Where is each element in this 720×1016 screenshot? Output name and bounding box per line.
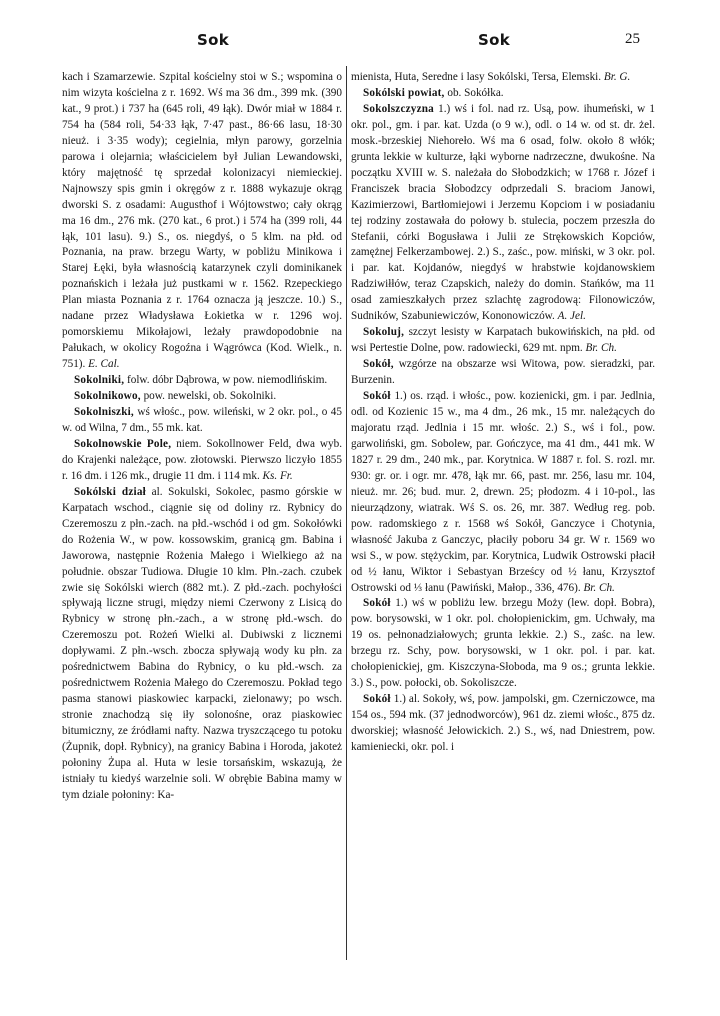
entry-author-signature: Br. Ch. [585,342,617,355]
dictionary-entry [351,596,655,692]
entry-headword: Sokoluj, [363,326,405,339]
running-header-left: Sok [197,31,229,49]
entry-headword: Sokolszczyzna [363,102,434,115]
entry-headword: Sokół, [363,358,394,371]
dictionary-entry [62,389,342,405]
entry-headword: Sokolniki, [74,374,125,387]
entry-headword: Sokolnowskie Pole, [74,437,172,450]
dictionary-entry [351,357,655,389]
dictionary-entry [351,102,655,325]
entry-headword: Sokół [363,390,391,403]
entry-text: al. Sokulski, Sokolec, pasmo górskie w Karpatach wschod., ciągnie się od doliny rz. Rybnicy do Czeremoszu z płn.-zach. na płd.-wschód i od gm. Sokołówki do Rożenia W., w pow. kossowskim, granicą gm. Babina i Jaworowa, następnie Rożenia Małego i Wielkiego aż na południe. obszar Tudiowa. Długie 10 klm. Płn.-zach. czubek zwie się Sokólski wierch (882 mt.). Z płd.-zach. pochyłości spływają liczne strugi, między niemi Czerwony z Lisicą do Rybnicy w stronę płn.-zach., a w stronę płd.-wsch. do Czeremoszu pot. Rożeń Wielki al. Dubiwski z licznemi dopływami. Z płn.-wsch. zbocza spływają wody ku płn. za pośrednictwem Babina do Rybnicy, o ku płd.-wsch. za pośrednictwem Rożenia Małego do Czeremoszu. Pokład tego pasma stanowi piaskowiec karpacki, zielonawy; po wsch. stronie znachodzą się iły solonośne, oraz piaskowiec bitumiczny, ze źródłami nafty. Nazwa tryszczącego tu potoku (Żupnik, dopł. Rybnicy), na granicy Babina i Horoda, jakoteż połoniny Żupa al. Huta w lesie torsańskim, wskazują, że istniały tu kiedyś warzelnie soli. W obrębie Babina mamy w tym dziale połoniny: Ka- [62,485,342,801]
entry-text: kach i Szamarzewie. Szpital kościelny stoi w S.; wspomina o nim wizyta kościelna z r. 1692. Wś ma 36 dm., 399 mk. (390 kat., 9 prot.) i 737 ha (645 roli, 49 łąk). Dwór miał w 1884 r. 754 ha (584 roli, 54·33 łąk, 7·47 past., 86·66 lasu, 18·30 nieuż. i 3·35 wody); cegielnia, młyn parowy, gorzelnia parowa i olejarnia; właścicielem był Julian Lewandowski, który majętność tę sprzedał kolonizacyi niemieckiej. Najnowszy spis gmin i okręgów z r. 1888 wykazuje okrąg dworski S. z osadami: Augusthof i Wójtowstwo; cały okrąg ma 16 dm., 276 mk. (270 kat., 6 prot.) i 574 ha (399 roli, 44 łąk, 101 lasu). 9.) S., os. niegdyś, o 5 klm. na płd. od Poznania, na praw. brzegu Warty, w pobliżu Minikowa i Starej Łęki, była własnością katarzynek czyli dominikanek poznańskich i leżała już pustkami w r. 1562. Rzepeckiego Plan miasta Poznania z r. 1764 oznacza ją jeszcze. 10.) S., nadane przez Władysława Łokietka w r. 1296 woj. pomorskiemu Mikołajowi, leżały prawdopodobnie na Pałukach, w okolicy Rogoźna i Wągrówca (Kod. Wielk., n. 751). [62,71,342,371]
entry-headword: Sokolnikowo, [74,390,141,403]
entry-text: wzgórze na obszarze wsi Witowa, pow. sieradzki, par. Burzenin. [351,358,655,387]
column-divider [346,66,347,960]
entry-text: mienista, Huta, Seredne i lasy Sokólski, Tersa, Elemski. [351,71,602,83]
entry-headword: Sokolniszki, [74,406,134,419]
entry-author-signature: Br. G. [603,71,631,83]
entry-text: ob. Sokółka. [444,86,504,99]
right-column [351,70,655,960]
dictionary-entry [351,692,655,756]
entry-author-signature: Ks. Fr. [262,469,293,482]
running-header-center: Sok [478,31,510,49]
entry-text: 1.) wś w pobliżu lew. brzegu Moży (lew. dopł. Bobra), pow. borysowski, w 1 okr. pol. chołopienickim, gm. Uchwały, ma 19 os. pełnonadziałowych; grunta lekkie. 2.) S., zaśc. na lew. brzegu rz. Schy, pow. borysowski, w 1 okr. pol. i par. kat. chołopienickiej, gm. Kiszczyna-Słoboda, ma 9 os.; grunta lekkie. 3.) S., pow. połocki, ob. Sokoliszcze. [351,597,655,690]
dictionary-entry [351,86,655,102]
dictionary-entry [351,389,655,596]
page-number: 25 [625,31,640,47]
dictionary-entry [62,437,342,485]
entry-text: szczyt lesisty w Karpatach bukowińskich, na płd. od wsi Pertestie Dolne, pow. radowiecki, 629 mt. npm. [351,326,655,355]
entry-text: wś włośc., pow. wileński, w 2 okr. pol., o 45 w. od Wilna, 7 dm., 55 mk. kat. [62,406,342,434]
dictionary-entry [351,70,655,86]
entry-author-signature: E. Cal. [88,358,120,371]
entry-text: 1.) wś i fol. nad rz. Usą, pow. ihumeński, w 1 okr. pol., gm. i par. kat. Uzda (o 9 w.), odl. o 14 w. od st. dr. żel. mosk.-brzeskiej Niehoreło. Wś ma 6 osad, folw. około 8 włók; grunta lekkie w kulturze, łąki wyborne nadrzeczne, dwukośne. Na początku XVIII w. S. należała do Słobodzkich; w 1768 r. Józef i Franciszek bracia Słobodzcy odprzedali S. braciom Janowi, Kazimierzowi, Bartłomiejowi i Jerzemu Kopciom i w posiadaniu tej rodziny zostawała do połowy b. stulecia, poczem przeszła do Stefanii, córki Bogusława i Julii ze Strękowskich Kopciów, zamężnej Felkerzambowej. 2.) S., zaśc., pow. miński, w 3 okr. pol. i par. kat. Kojdanów, niegdyś w hrabstwie kojdanowskiem Radziwiłłów, teraz Czapskich, należy do domin. Stańków, ma 11 osad zamieszkałych przez szlachtę zagrodową: Filonowiczów, Sudników, Szabuniewiczów, Kononowiczów. [351,102,655,323]
entry-text: niem. Sokollnower Feld, dwa wyb. do Krajenki należące, pow. złotowski. Pierwszo liczyło 1855 r. 16 dm. i 126 mk., drugie 11 dm. i 114 mk. [62,437,342,482]
entry-text: folw. dóbr Dąbrowa, w pow. niemodlińskim. [124,374,328,387]
entry-author-signature: A. Jel. [557,310,586,323]
dictionary-entry [62,485,342,804]
dictionary-entry [62,70,342,373]
entry-author-signature: Br. Ch. [583,581,615,594]
entry-text: pow. newelski, ob. Sokolniki. [140,390,277,403]
entry-text: 1.) os. rząd. i włośc., pow. kozienicki, gm. i par. Jedlnia, odl. od Kozienic 15 w., ma 4 dm., 26 mk., 15 mr. należących do majoratu rząd. Jedlnia i 15 mr. włośc. 2.) S., wś i fol., pow. garwoliński, gm. Sobolew, par. Gończyce, ma 41 dm., 441 mk. W 1827 r. 29 dm., 240 mk., par. Korytnica. W 1887 r. fol. S. rozl. mr. 930: gr. or. i ogr. mr. 478, łąk mr. 66, past. mr. 256, lasu mr. 104, nieuż. mr. 26; bud. mur. 2, drewn. 25; płodozm. 4 i 10-pol., las nieurządzony, wiatrak. Wś S. os. 26, mr. 387. Według reg. pob. pow. radomskiego z r. 1568 wś Sokół, Ganczyce i Chotynia, własność Jakuba z Ganczyc, płaciły poboru 34 gr. W r. 1569 wo wsi S., w pow. stężyckim, par. Korytnica, Ludwik Ostrowski płacił od ½ łanu, Wiktor i Sebastyan Brześcy od ½ łanu, Krzysztof Ostrowski od ⅓ łanu (Pawiński, Małop., 336, 476). [351,390,655,594]
entry-headword: Sokólski dział [74,485,146,498]
entry-headword: Sokólski powiat, [363,86,445,99]
dictionary-entry [351,325,655,357]
left-column [62,70,342,960]
dictionary-entry [62,405,342,437]
entry-text: 1.) al. Sokoły, wś, pow. jampolski, gm. Czerniczowce, ma 154 os., 594 mk. (37 jednodworców), 961 dz. ziemi włośc., 875 dz. dworskiej; własność Jełowickich. 2.) S., wś, nad Dniestrem, pow. kamieniecki, okr. pol. i [351,693,655,754]
entry-headword: Sokół [363,693,391,706]
dictionary-entry [62,373,342,389]
entry-headword: Sokół [363,597,391,610]
